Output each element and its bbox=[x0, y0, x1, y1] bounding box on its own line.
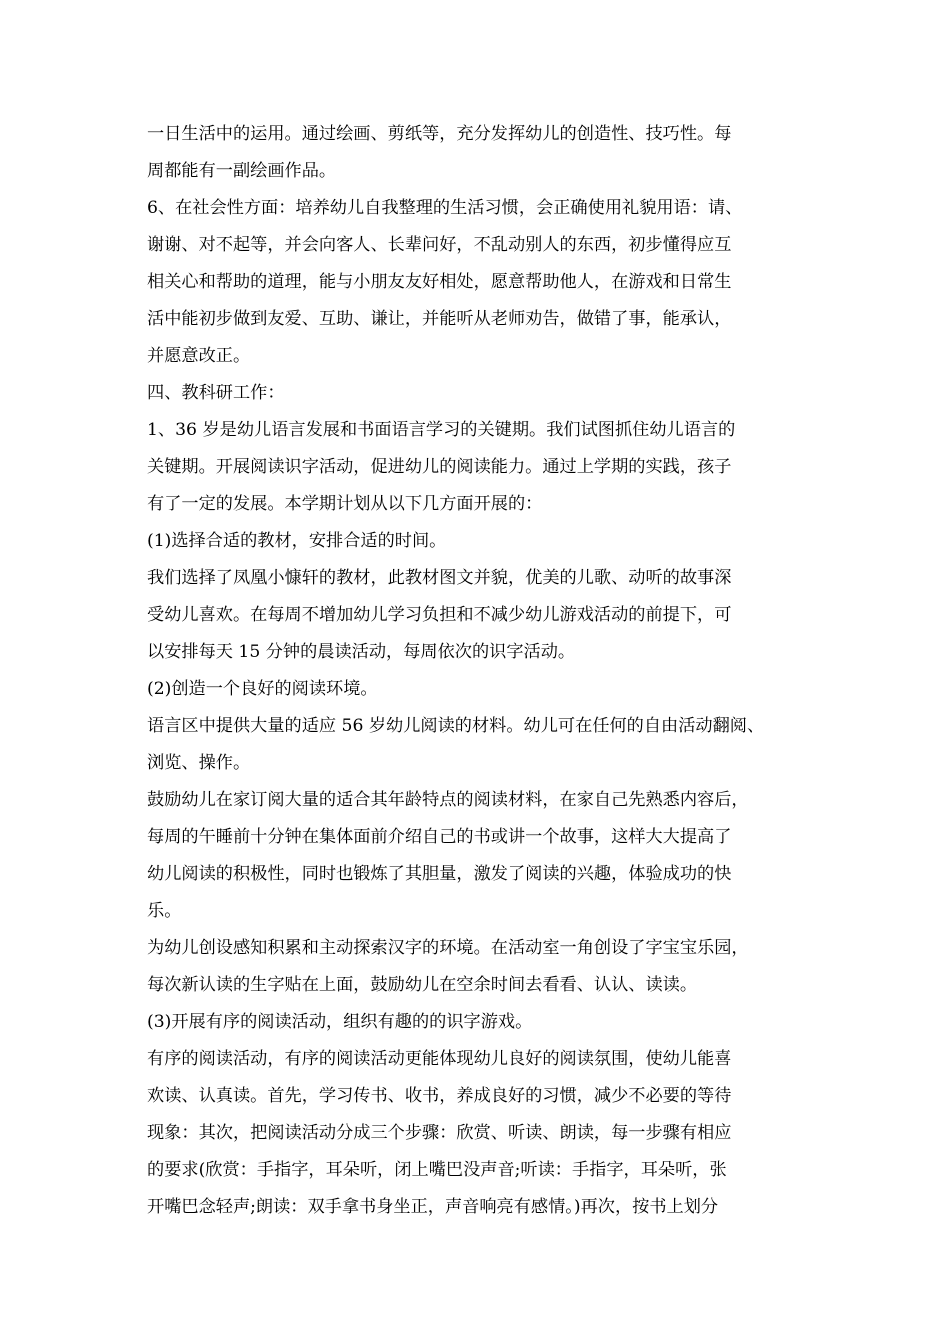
text-line: 我们选择了凤凰小慷轩的教材，此教材图文并貌，优美的儿歌、动听的故事深 bbox=[147, 568, 732, 588]
text-line: 关键期。开展阅读识字活动，促进幼儿的阅读能力。通过上学期的实践，孩子 bbox=[147, 457, 732, 477]
text-line: 相关心和帮助的道理，能与小朋友友好相处，愿意帮助他人，在游戏和日常生 bbox=[147, 272, 732, 292]
text-line: 周都能有一副绘画作品。 bbox=[147, 161, 337, 181]
text-line: 欢读、认真读。首先，学习传书、收书，养成良好的习惯，减少不必要的等待 bbox=[147, 1086, 732, 1106]
text-line: 乐。 bbox=[147, 901, 182, 921]
section-heading: 四、教科研工作： bbox=[147, 383, 285, 403]
subheading: (1)选择合适的教材，安排合适的时间。 bbox=[147, 531, 447, 551]
text-line: 现象：其次，把阅读活动分成三个步骤：欣赏、听读、朗读，每一步骤有相应 bbox=[147, 1123, 732, 1143]
text-line: 每次新认读的生字贴在上面，鼓励幼儿在空余时间去看看、认认、读读。 bbox=[147, 975, 698, 995]
subheading: (2)创造一个良好的阅读环境。 bbox=[147, 679, 378, 699]
text-line: 为幼儿创设感知积累和主动探索汉字的环境。在活动室一角创设了字宝宝乐园， bbox=[147, 938, 749, 958]
text-line: 活中能初步做到友爱、互助、谦让，并能听从老师劝告，做错了事，能承认， bbox=[147, 309, 732, 329]
text-line: 并愿意改正。 bbox=[147, 346, 251, 366]
text-line: 谢谢、对不起等，并会向客人、长辈问好，不乱动别人的东西，初步懂得应互 bbox=[147, 235, 732, 255]
text-line: 开嘴巴念轻声;朗读：双手拿书身坐正，声音响亮有感情。)再次，按书上划分 bbox=[147, 1197, 719, 1217]
text-line: 受幼儿喜欢。在每周不增加幼儿学习负担和不减少幼儿游戏活动的前提下，可 bbox=[147, 605, 732, 625]
text-line: 有序的阅读活动，有序的阅读活动更能体现幼儿良好的阅读氛围，使幼儿能喜 bbox=[147, 1049, 732, 1069]
text-line: 语言区中提供大量的适应 56 岁幼儿阅读的材料。幼儿可在任何的自由活动翻阅、 bbox=[147, 716, 765, 736]
text-line: 鼓励幼儿在家订阅大量的适合其年龄特点的阅读材料，在家自己先熟悉内容后， bbox=[147, 790, 749, 810]
text-line: 的要求(欣赏：手指字，耳朵听，闭上嘴巴没声音;听读：手指字，耳朵听，张 bbox=[147, 1160, 727, 1180]
text-line: 一日生活中的运用。通过绘画、剪纸等，充分发挥幼儿的创造性、技巧性。每 bbox=[147, 124, 732, 144]
text-line: 每周的午睡前十分钟在集体面前介绍自己的书或讲一个故事，这样大大提高了 bbox=[147, 827, 732, 847]
text-line: 1、36 岁是幼儿语言发展和书面语言学习的关键期。我们试图抓住幼儿语言的 bbox=[147, 420, 736, 440]
text-line: 幼儿阅读的积极性，同时也锻炼了其胆量，激发了阅读的兴趣，体验成功的快 bbox=[147, 864, 732, 884]
text-line: 有了一定的发展。本学期计划从以下几方面开展的： bbox=[147, 494, 543, 514]
text-line: 6、在社会性方面：培养幼儿自我整理的生活习惯，会正确使用礼貌用语：请、 bbox=[147, 198, 743, 218]
text-line: 以安排每天 15 分钟的晨读活动，每周依次的识字活动。 bbox=[147, 642, 576, 662]
subheading: (3)开展有序的阅读活动，组织有趣的的识字游戏。 bbox=[147, 1012, 533, 1032]
text-line: 浏览、操作。 bbox=[147, 753, 251, 773]
